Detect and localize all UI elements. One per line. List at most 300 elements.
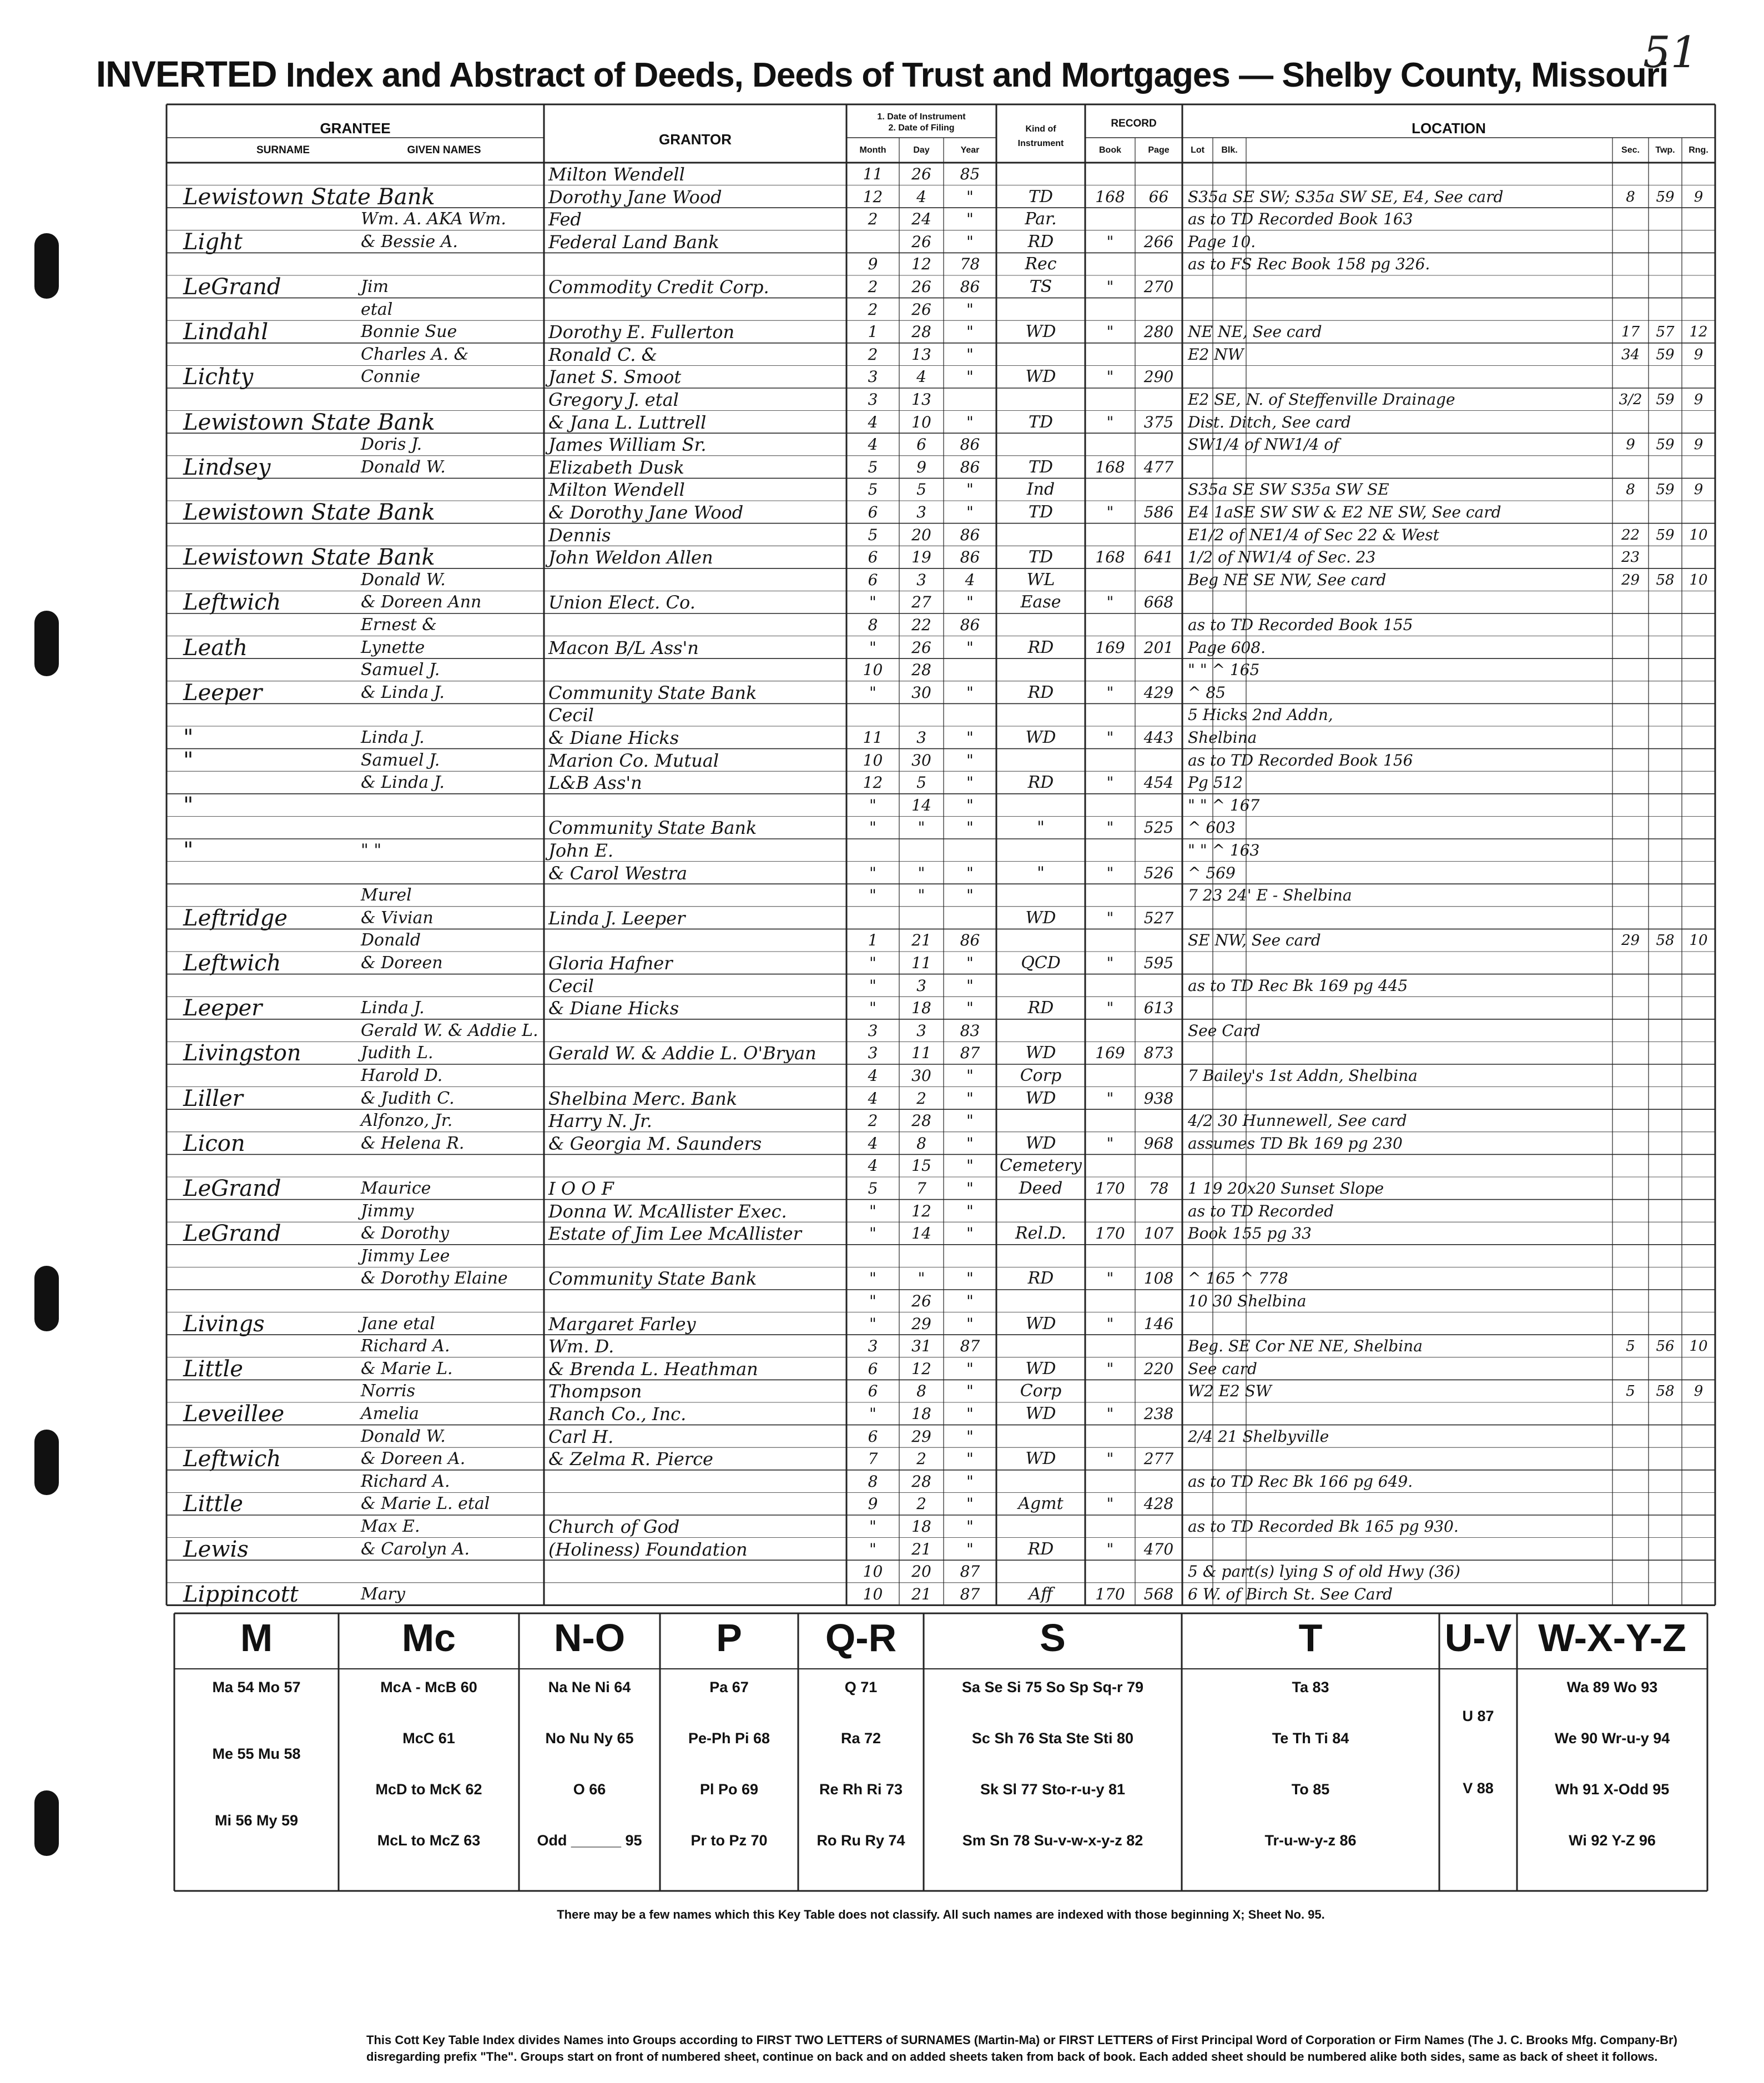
binder-hole	[34, 611, 59, 676]
month-value: 12	[863, 773, 883, 792]
section-value	[1612, 209, 1649, 232]
grantee-surname: Lippincott	[183, 1581, 299, 1607]
section-value	[1612, 705, 1649, 727]
record-page	[1135, 1381, 1182, 1403]
grantor-name: Marion Co. Mutual	[548, 749, 719, 771]
key-group-entry: Me 55 Mu 58	[212, 1745, 301, 1762]
day-value: 12	[911, 255, 931, 274]
township-value	[1649, 1561, 1682, 1584]
year-value: 87	[960, 1562, 980, 1581]
township-value	[1649, 502, 1682, 525]
grantee-surname: Lichty	[183, 364, 254, 390]
month-value: 10	[863, 1562, 883, 1581]
year-value: "	[966, 1405, 974, 1423]
location-description	[1188, 1155, 1610, 1178]
record-page: 443	[1143, 728, 1174, 747]
range-value: 10	[1689, 932, 1708, 949]
month-value: 11	[863, 728, 883, 747]
location-description: 4/2 30 Hunnewell, See card	[1188, 1111, 1407, 1130]
grantor-name: Donna W. McAllister Exec.	[548, 1200, 787, 1222]
location-description: as to TD Recorded Bk 165 pg 930.	[1188, 1517, 1459, 1536]
grantor-name: I O O F	[548, 1178, 614, 1199]
grantee-surname: "	[183, 838, 194, 863]
key-group-letter: U-V	[1444, 1616, 1512, 1659]
grantor-name: Milton Wendell	[548, 164, 685, 185]
day-value: 22	[911, 616, 931, 634]
section-value	[1612, 1133, 1649, 1156]
instrument-kind	[996, 1516, 1085, 1539]
record-page	[1135, 389, 1182, 412]
section-value	[1612, 1155, 1649, 1178]
section-value	[1612, 1471, 1649, 1494]
section-value	[1612, 1359, 1649, 1381]
month-value: "	[869, 999, 876, 1018]
section-value	[1612, 412, 1649, 435]
month-value: 10	[863, 751, 883, 769]
location-description	[1188, 1448, 1610, 1471]
month-value: 7	[868, 1450, 878, 1468]
record-book	[1085, 795, 1135, 818]
grantor-name	[548, 885, 843, 908]
grantor-name: L&B Ass'n	[548, 772, 642, 794]
record-book: "	[1106, 863, 1114, 882]
year-value	[944, 840, 996, 863]
record-page	[1135, 1336, 1182, 1359]
range-value	[1682, 1291, 1715, 1314]
day-value: 28	[911, 1111, 931, 1130]
instrument-header: Instrument	[1017, 139, 1064, 148]
year-value: "	[966, 1201, 974, 1220]
record-page	[1135, 299, 1182, 322]
grantee-given-names	[361, 795, 544, 818]
record-page	[1135, 660, 1182, 682]
grantee-surname	[183, 615, 361, 637]
day-value	[899, 840, 944, 863]
day-value: 26	[911, 278, 931, 296]
instrument-kind	[996, 434, 1085, 457]
grantee-given-names: & Bessie A.	[361, 232, 458, 251]
section-value	[1612, 1246, 1649, 1269]
location-description: as to TD Recorded Book 155	[1188, 616, 1413, 634]
instrument-kind: TD	[1028, 502, 1054, 522]
day-value	[899, 1246, 944, 1269]
record-book	[1085, 1201, 1135, 1224]
section-value	[1612, 998, 1649, 1020]
binder-hole	[34, 1266, 59, 1331]
township-value	[1649, 908, 1682, 930]
location-description: as to TD Rec Bk 169 pg 445	[1188, 976, 1408, 995]
grantor-name: Milton Wendell	[548, 479, 685, 501]
month-value: 5	[868, 1179, 878, 1198]
grantee-given-names: Linda J.	[361, 998, 425, 1018]
date-instrument-header: 1. Date of Instrument	[877, 112, 966, 122]
day-value: 8	[916, 1134, 926, 1153]
grantee-given-names	[361, 1155, 544, 1178]
instrument-kind: RD	[1027, 232, 1054, 251]
instrument-kind: WD	[1025, 728, 1056, 747]
range-value	[1682, 863, 1715, 885]
record-page: 238	[1143, 1405, 1174, 1423]
range-value	[1682, 276, 1715, 299]
grantor-name: Church of God	[548, 1516, 680, 1537]
record-page: 454	[1143, 773, 1174, 792]
grantee-surname: Leeper	[183, 680, 263, 706]
township-value	[1649, 863, 1682, 885]
record-book	[1085, 705, 1135, 727]
instrument-kind: Ease	[1020, 592, 1061, 612]
instrument-kind	[996, 1336, 1085, 1359]
month-value: 2	[868, 300, 878, 319]
key-group-letter: W-X-Y-Z	[1538, 1616, 1686, 1659]
location-description: " " ^ 167	[1188, 796, 1260, 814]
township-value: 56	[1656, 1338, 1675, 1355]
township-value	[1649, 1584, 1682, 1607]
year-value: "	[966, 232, 974, 251]
grantee-given-names: & Marie L.	[361, 1359, 453, 1378]
section-value: 9	[1626, 436, 1635, 454]
month-value: 4	[868, 1156, 878, 1175]
year-value: "	[966, 976, 974, 995]
month-value	[846, 840, 899, 863]
key-group-entry: Re Rh Ri 73	[819, 1781, 903, 1798]
record-page	[1135, 525, 1182, 547]
location-description: 2/4 21 Shelbyville	[1188, 1427, 1329, 1446]
record-page: 428	[1143, 1495, 1174, 1513]
day-value: 3	[916, 570, 926, 589]
key-group-entry: Tr-u-w-y-z 86	[1264, 1832, 1357, 1849]
township-value	[1649, 1314, 1682, 1336]
grantor-name: Dorothy E. Fullerton	[548, 321, 735, 343]
record-book	[1085, 1020, 1135, 1043]
township-value: 59	[1656, 188, 1675, 205]
grantee-given-names: & Carolyn A.	[361, 1539, 470, 1559]
record-page	[1135, 1471, 1182, 1494]
range-value	[1682, 547, 1715, 570]
record-book: 169	[1095, 638, 1125, 657]
day-value: 18	[911, 1517, 931, 1536]
grantor-name: John E.	[548, 840, 614, 861]
instrument-kind: TD	[1028, 547, 1054, 567]
location-description: Beg. SE Cor NE NE, Shelbina	[1188, 1337, 1423, 1356]
section-value	[1612, 254, 1649, 276]
grantee-given-names	[361, 705, 544, 727]
grantee-surname	[183, 1516, 361, 1539]
day-value: 9	[916, 457, 926, 476]
day-value: 8	[916, 1382, 926, 1401]
day-value: 3	[916, 1021, 926, 1040]
township-value	[1649, 772, 1682, 795]
instrument-kind: TD	[1028, 187, 1054, 207]
location-description: as to TD Recorded Book 163	[1188, 210, 1413, 229]
location-description	[1188, 1043, 1610, 1065]
grantor-name: Ranch Co., Inc.	[548, 1403, 687, 1425]
instrument-kind: WD	[1025, 1314, 1056, 1334]
grantor-header: GRANTOR	[659, 131, 732, 148]
grantor-name: Carl H.	[548, 1426, 614, 1447]
record-page: 266	[1143, 232, 1174, 251]
record-page	[1135, 1291, 1182, 1314]
grantor-name: & Carol Westra	[548, 862, 688, 884]
grantee-given-names	[361, 1561, 544, 1584]
grantee-surname: Leath	[183, 635, 248, 661]
month-value: 6	[868, 1359, 878, 1378]
grantee-surname	[183, 1201, 361, 1224]
record-page: 270	[1143, 278, 1174, 296]
record-book: 168	[1095, 457, 1125, 476]
day-value: 12	[911, 1201, 931, 1220]
grantor-name: Federal Land Bank	[548, 231, 719, 253]
grantor-name: & Georgia M. Saunders	[548, 1133, 762, 1154]
location-description: Beg NE SE NW, See card	[1188, 570, 1387, 589]
year-value: "	[966, 1427, 974, 1446]
grantee-given-names: Charles A. &	[361, 344, 469, 364]
section-value	[1612, 232, 1649, 254]
year-value: "	[966, 1111, 974, 1130]
township-value	[1649, 412, 1682, 435]
key-group-entry: Mi 56 My 59	[214, 1812, 299, 1829]
day-value: 20	[911, 1562, 931, 1581]
instrument-kind: WD	[1025, 322, 1056, 342]
grantor-name	[548, 660, 843, 682]
record-page	[1135, 975, 1182, 998]
day-value: 26	[911, 638, 931, 657]
location-description	[1188, 276, 1610, 299]
grantee-surname: Leftwich	[183, 590, 281, 616]
township-value: 58	[1656, 1383, 1675, 1400]
township-value	[1649, 1291, 1682, 1314]
month-value: 1	[868, 931, 878, 950]
instrument-kind: WD	[1025, 1404, 1056, 1423]
record-page	[1135, 1516, 1182, 1539]
grantor-name	[548, 299, 843, 322]
grantee-surname	[183, 1065, 361, 1088]
township-value: 59	[1656, 346, 1675, 363]
month-value: "	[869, 976, 876, 995]
grantee-surname	[183, 570, 361, 592]
twp-header: Twp.	[1655, 145, 1675, 155]
section-value	[1612, 840, 1649, 863]
grantor-name: Community State Bank	[548, 1268, 757, 1290]
month-value: 2	[868, 210, 878, 229]
grantee-surname	[183, 772, 361, 795]
day-value: 21	[911, 1539, 931, 1558]
grantee-surname	[183, 1426, 361, 1449]
footer-instructions: This Cott Key Table Index divides Names into Groups according to FIRST TWO LETTERS of SURNAMES (Martin-Ma) or FIRST LETTERS of First Principal Word of Corporation or Firm Names (The J. C. Brooks Mfg. Company-Br) disregarding prefix "The". Groups start on front of numbered sheet, continue on back and on added sheets taken from back of book. Each added sheet should be numbered alike both sides, same as back of sheet it follows.	[366, 2033, 1677, 2064]
section-value	[1612, 1043, 1649, 1065]
grantor-name: Shelbina Merc. Bank	[548, 1088, 738, 1109]
instrument-kind: TS	[1029, 277, 1052, 296]
grantor-name	[548, 1155, 843, 1178]
instrument-kind: WD	[1025, 1359, 1056, 1378]
year-value: "	[966, 210, 974, 229]
section-value	[1612, 908, 1649, 930]
day-value: "	[918, 886, 925, 905]
key-group-entry: McA - McB 60	[380, 1679, 477, 1695]
month-value: 3	[868, 390, 878, 409]
day-value	[899, 705, 944, 727]
day-value: 26	[911, 300, 931, 319]
range-value	[1682, 254, 1715, 276]
record-page: 525	[1143, 818, 1174, 837]
record-page: 527	[1143, 908, 1174, 927]
grantee-surname	[183, 1381, 361, 1403]
grantor-name	[548, 930, 843, 953]
month-value: "	[869, 593, 876, 612]
day-value: 28	[911, 1472, 931, 1491]
record-page: 526	[1143, 863, 1174, 882]
instrument-kind	[996, 164, 1085, 187]
grantee-surname: LeGrand	[183, 274, 281, 300]
record-page	[1135, 750, 1182, 773]
location-header: LOCATION	[1412, 120, 1486, 137]
year-value: "	[966, 345, 974, 364]
month-value: "	[869, 1292, 876, 1310]
month-value	[846, 232, 899, 254]
section-value: 5	[1626, 1383, 1635, 1400]
year-value: "	[966, 728, 974, 747]
grantee-surname: Leftridge	[183, 905, 288, 931]
township-value	[1649, 254, 1682, 276]
day-value: 5	[916, 773, 926, 792]
day-value: 14	[911, 796, 931, 814]
range-value	[1682, 412, 1715, 435]
grantee-given-names	[361, 525, 544, 547]
location-description: 1/2 of NW1/4 of Sec. 23	[1188, 548, 1376, 567]
day-value: 19	[911, 548, 931, 567]
month-value: 3	[868, 368, 878, 386]
day-value: 20	[911, 525, 931, 544]
instrument-kind: Cemetery	[999, 1156, 1082, 1176]
location-description: 6 W. of Birch St. See Card	[1188, 1584, 1393, 1603]
grantee-surname	[183, 1336, 361, 1359]
day-value: 3	[916, 503, 926, 521]
grantor-name	[548, 1246, 843, 1269]
range-value	[1682, 682, 1715, 705]
instrument-kind: RD	[1027, 682, 1054, 702]
month-value: 2	[868, 278, 878, 296]
day-value: 21	[911, 931, 931, 950]
record-book: "	[1106, 1539, 1114, 1558]
grantor-name: Fed	[548, 209, 582, 230]
section-value	[1612, 1088, 1649, 1111]
day-value: 26	[911, 232, 931, 251]
month-value: "	[869, 1201, 876, 1220]
township-value	[1649, 1088, 1682, 1111]
day-value: 4	[916, 187, 926, 206]
year-value: "	[966, 638, 974, 657]
year-value: 87	[960, 1337, 980, 1356]
year-value: "	[966, 1450, 974, 1468]
key-group-entry: Wi 92 Y-Z 96	[1569, 1832, 1656, 1849]
record-book: 169	[1095, 1044, 1125, 1063]
section-value	[1612, 1178, 1649, 1201]
month-value: "	[869, 1269, 876, 1288]
grantee-surname: Lindahl	[183, 319, 269, 345]
record-book	[1085, 344, 1135, 367]
instrument-kind: Rec	[1025, 254, 1057, 274]
instrument-kind	[996, 615, 1085, 637]
record-page	[1135, 1561, 1182, 1584]
day-value: 28	[911, 323, 931, 341]
month-value: 10	[863, 1584, 883, 1603]
grantee-surname: LeGrand	[183, 1221, 281, 1247]
binder-hole	[34, 1790, 59, 1856]
instrument-kind: WD	[1025, 1133, 1056, 1153]
instrument-kind	[996, 1246, 1085, 1269]
instrument-kind: Corp	[1020, 1066, 1062, 1085]
record-page	[1135, 1110, 1182, 1133]
day-value: 2	[916, 1450, 926, 1468]
section-value: 8	[1626, 481, 1635, 499]
day-value: 30	[911, 751, 931, 769]
section-value: 3/2	[1619, 391, 1642, 408]
month-value: 3	[868, 1021, 878, 1040]
day-value: "	[918, 863, 925, 882]
year-header: Year	[960, 145, 980, 155]
grantee-surname: Lewistown State Bank	[183, 500, 435, 525]
record-page	[1135, 344, 1182, 367]
grantee-given-names	[361, 187, 544, 209]
record-book: "	[1106, 593, 1114, 612]
grantee-surname: Livingston	[183, 1040, 301, 1066]
day-value: 18	[911, 999, 931, 1018]
grantee-surname	[183, 1291, 361, 1314]
range-value	[1682, 1020, 1715, 1043]
grantor-name	[548, 1471, 843, 1494]
month-value: "	[869, 683, 876, 702]
record-page	[1135, 254, 1182, 276]
record-book: "	[1106, 1405, 1114, 1423]
grantee-given-names: Doris J.	[361, 435, 422, 455]
grantor-name: Wm. D.	[548, 1336, 614, 1357]
day-value: 5	[916, 480, 926, 499]
grantee-given-names: Bonnie Sue	[361, 322, 457, 342]
record-page	[1135, 795, 1182, 818]
record-book: "	[1106, 683, 1114, 702]
month-value: "	[869, 1405, 876, 1423]
key-table	[174, 1613, 1707, 1952]
location-description: S35a SE SW; S35a SW SE, E4, See card	[1188, 187, 1504, 206]
grantor-name	[548, 1020, 843, 1043]
instrument-kind	[996, 1561, 1085, 1584]
grantor-name	[548, 254, 843, 276]
record-book	[1085, 840, 1135, 863]
instrument-kind: WD	[1025, 1088, 1056, 1108]
township-value	[1649, 276, 1682, 299]
key-group-entry: Sm Sn 78 Su-v-w-x-y-z 82	[962, 1832, 1143, 1849]
township-value	[1649, 840, 1682, 863]
record-book	[1085, 434, 1135, 457]
year-value: "	[966, 1517, 974, 1536]
grantee-surname	[183, 209, 361, 232]
section-value	[1612, 1110, 1649, 1133]
location-description: Page 608.	[1188, 638, 1266, 657]
day-value: 30	[911, 683, 931, 702]
title-rest: Index and Abstract of Deeds, Deeds of Trust and Mortgages — Shelby County, Missouri	[285, 56, 1669, 94]
record-page: 586	[1143, 503, 1174, 521]
range-value	[1682, 750, 1715, 773]
range-value: 10	[1689, 526, 1708, 544]
record-page: 78	[1148, 1179, 1169, 1198]
instrument-kind: Deed	[1019, 1179, 1063, 1198]
date-filing-header: 2. Date of Filing	[888, 123, 955, 133]
location-description: E4 1aSE SW SW & E2 NE SW, See card	[1188, 503, 1501, 521]
key-group-entry: Odd ______ 95	[537, 1832, 642, 1849]
day-value	[899, 908, 944, 930]
township-value	[1649, 1155, 1682, 1178]
page-header: Page	[1148, 145, 1170, 155]
day-value: 4	[916, 368, 926, 386]
